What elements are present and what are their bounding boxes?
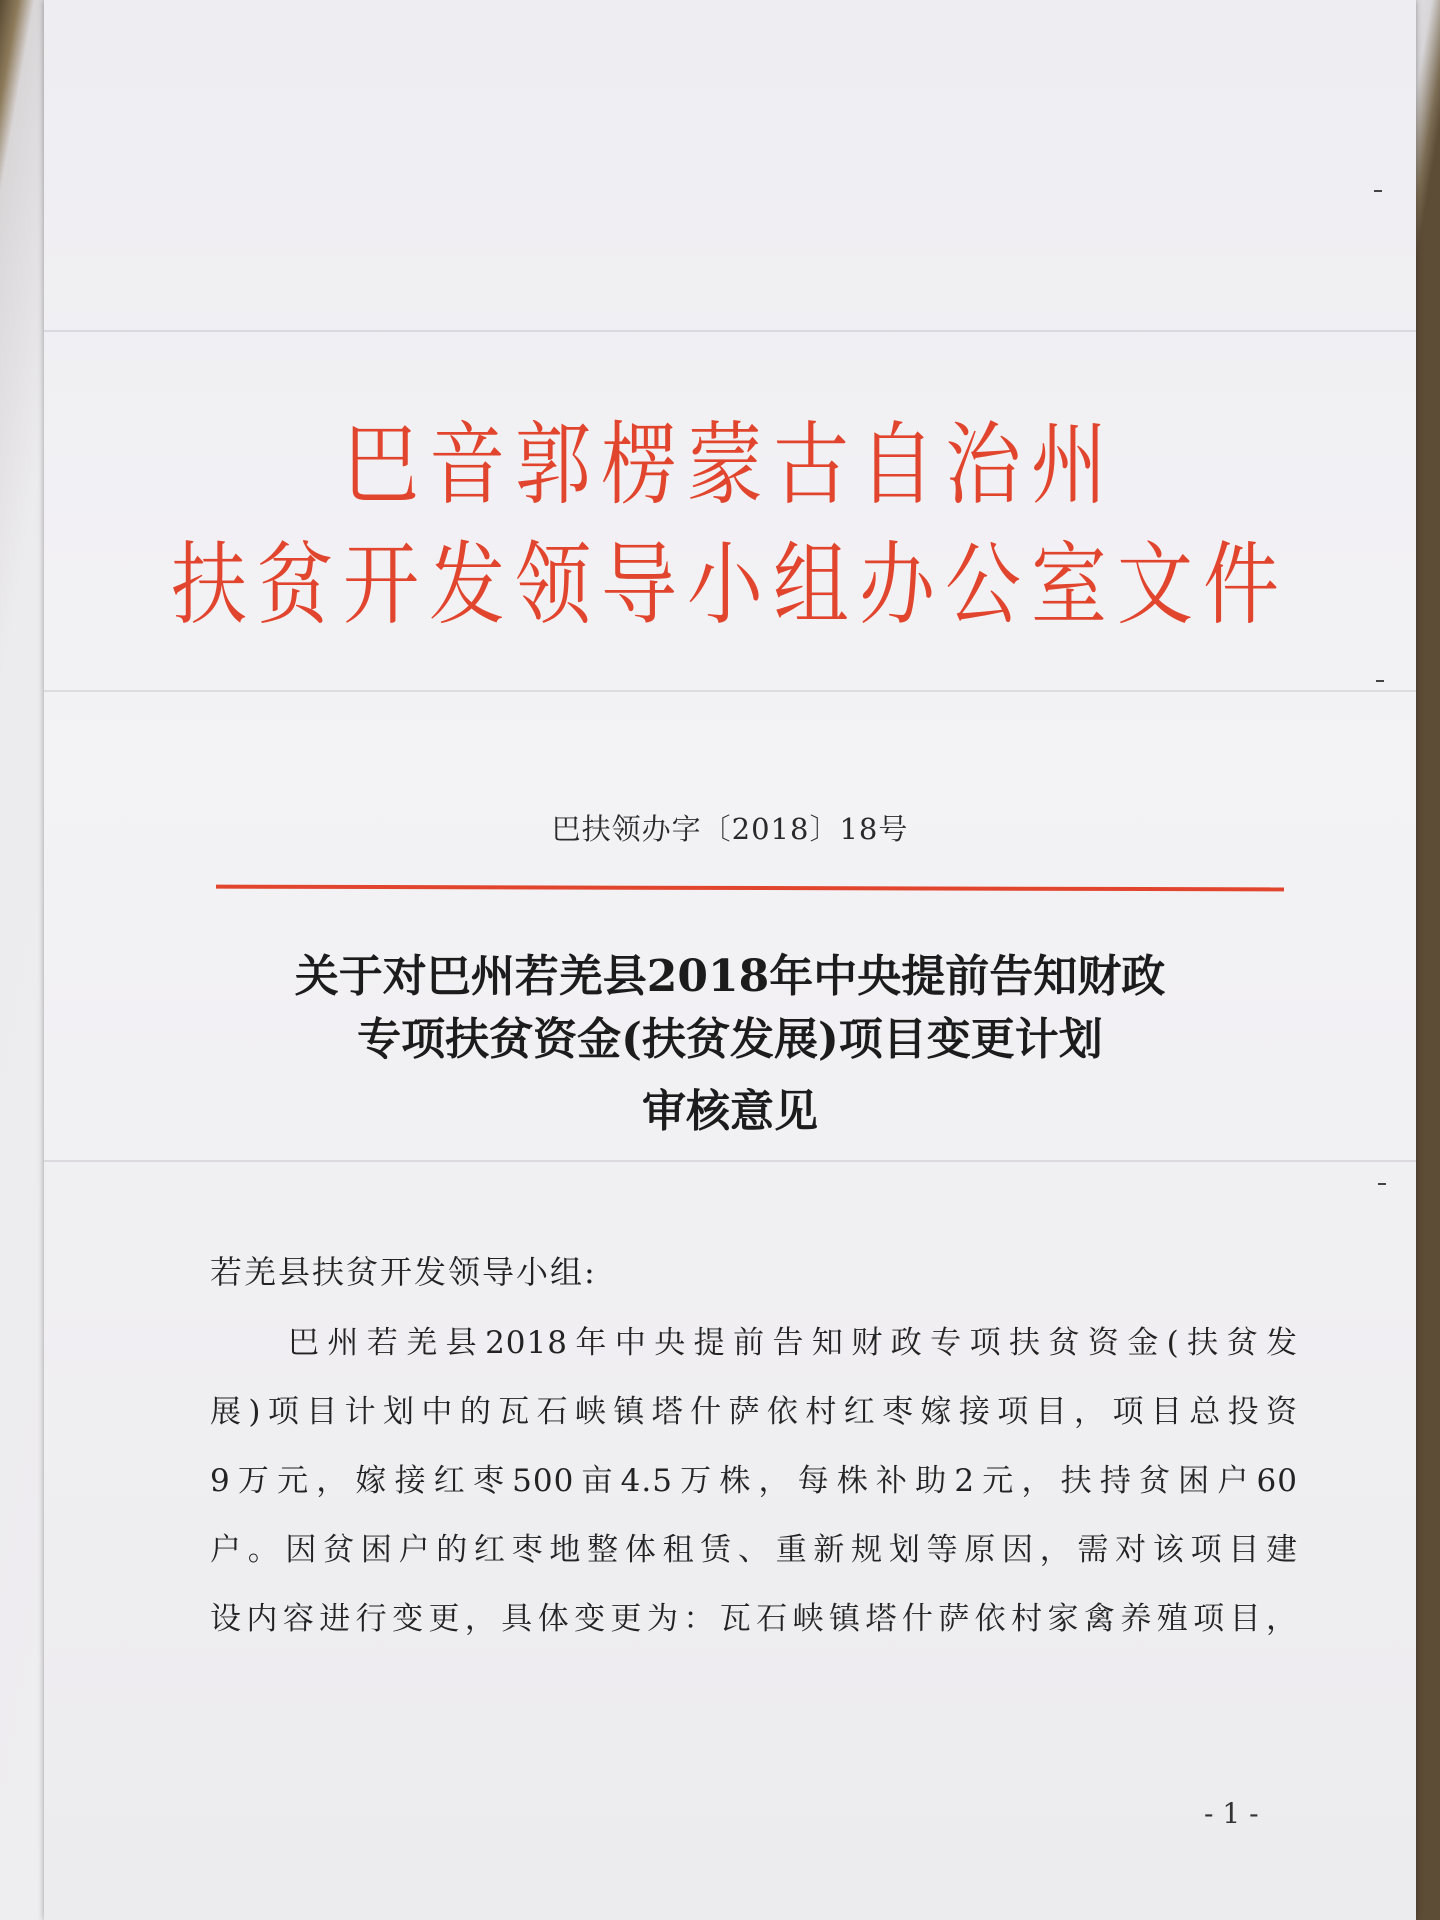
body-paragraph-line: 巴州若羌县2018年中央提前告知财政专项扶贫资金(扶贫发 — [288, 1325, 1298, 1361]
body-paragraph-line: 设内容进行变更，具体变更为：瓦石峡镇塔什萨依村家禽养殖项目， — [210, 1601, 1298, 1637]
issuer-title-line-1: 巴音郭楞蒙古自治州 — [343, 411, 1117, 517]
subject-line-2: 专项扶贫资金(扶贫发展)项目变更计划 — [357, 1014, 1103, 1065]
subject-line-1: 关于对巴州若羌县2018年中央提前告知财政 — [294, 951, 1166, 1002]
issuer-title-line-2: 扶贫开发领导小组办公室文件 — [171, 531, 1289, 637]
paper-crease — [44, 690, 1416, 692]
document-sheet — [44, 0, 1416, 1920]
document-number: 巴扶领办字〔2018〕18号 — [551, 812, 909, 846]
addressee: 若羌县扶贫开发领导小组: — [210, 1253, 597, 1291]
paper-crease — [44, 330, 1416, 332]
binding-mark — [1376, 680, 1384, 682]
binding-mark — [1378, 1183, 1386, 1185]
paper-crease — [44, 1160, 1416, 1162]
body-paragraph-line: 展)项目计划中的瓦石峡镇塔什萨依村红枣嫁接项目，项目总投资 — [210, 1394, 1298, 1430]
body-paragraph-line: 户。因贫困户的红枣地整体租赁、重新规划等原因，需对该项目建 — [210, 1532, 1298, 1568]
page-number: - 1 - — [1204, 1797, 1259, 1830]
body-paragraph-line: 9万元，嫁接红枣500亩4.5万株，每株补助2元，扶持贫困户60 — [210, 1463, 1298, 1499]
red-divider-line — [216, 885, 1284, 892]
subject-line-3: 审核意见 — [642, 1086, 818, 1137]
binding-mark — [1374, 190, 1382, 192]
